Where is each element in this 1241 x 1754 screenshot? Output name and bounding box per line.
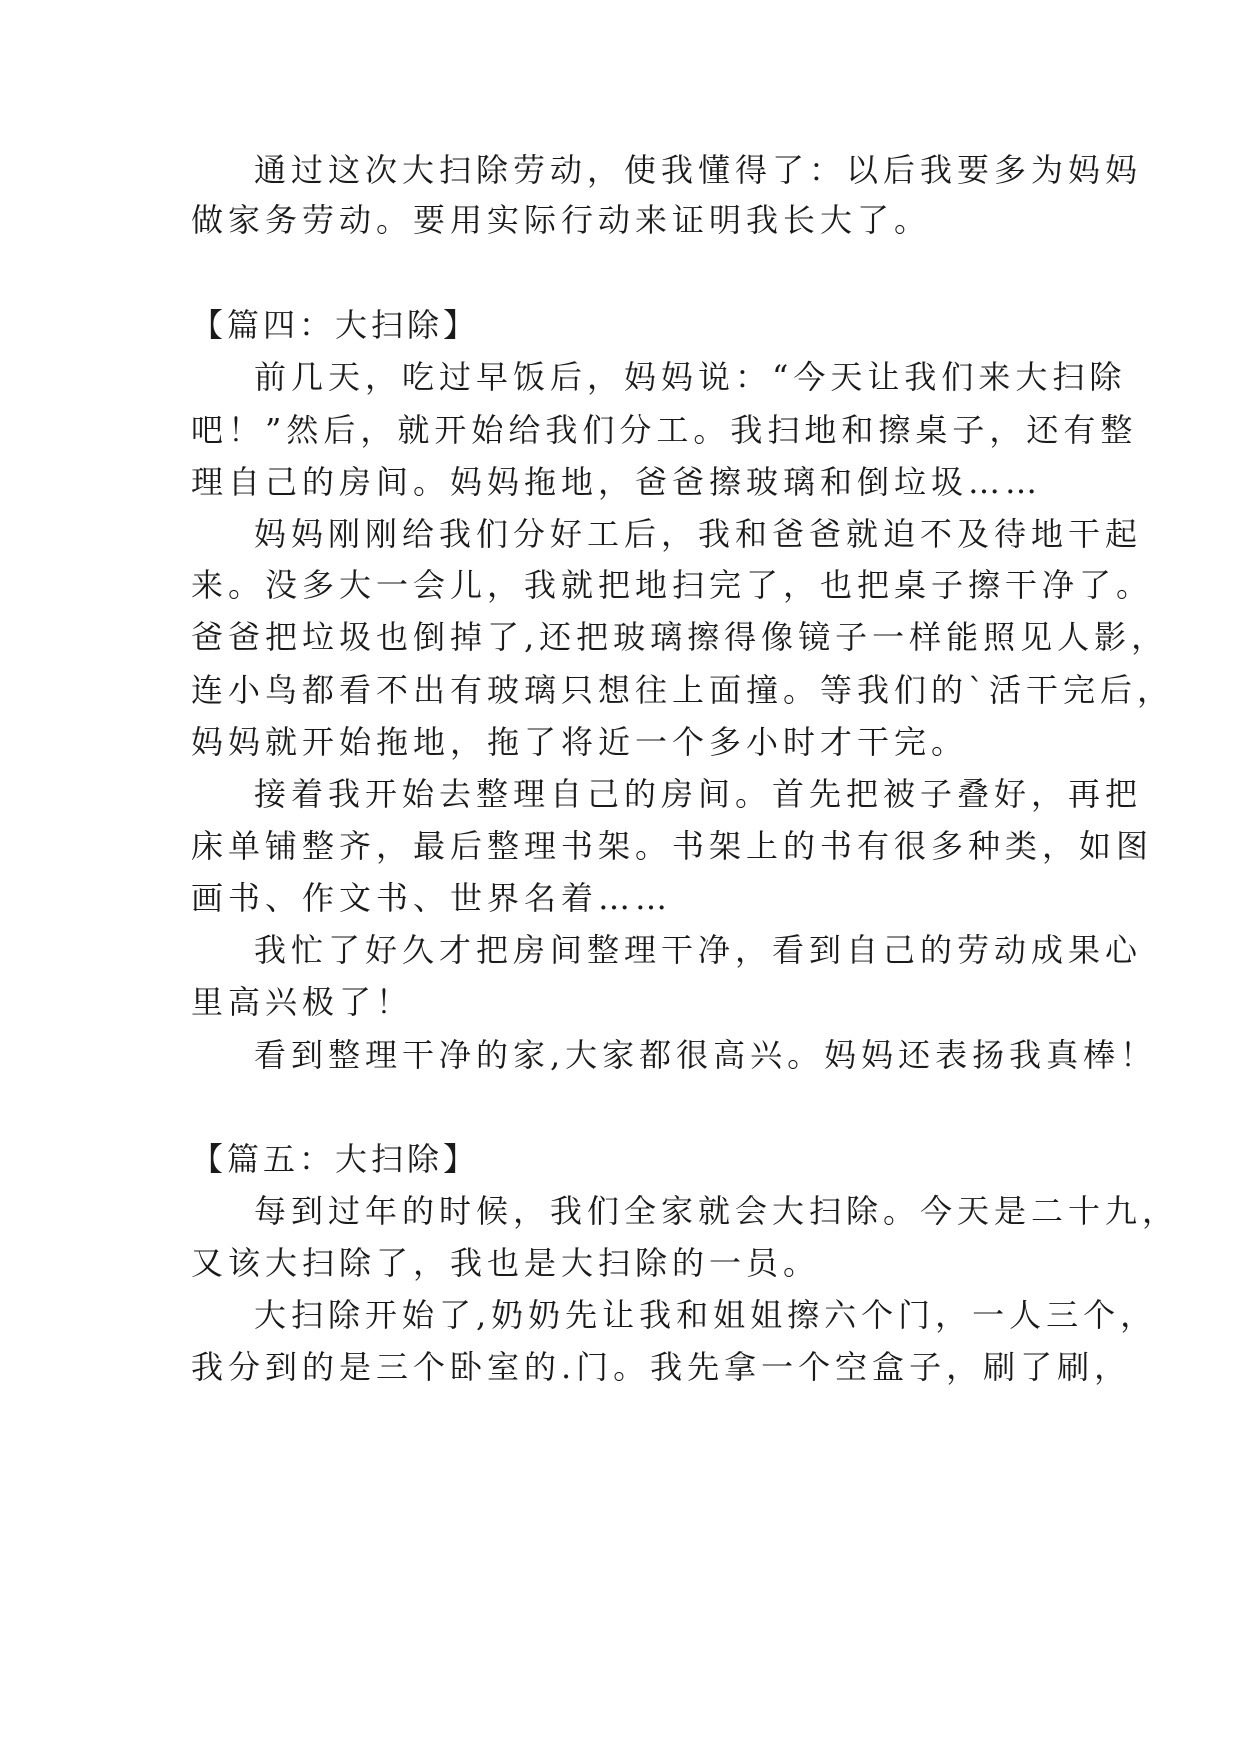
text-line: 理自己的房间。妈妈拖地，爸爸擦玻璃和倒垃圾…… (191, 463, 1043, 501)
text-line: 吧！”然后，就开始给我们分工。我扫地和擦桌子，还有整 (191, 411, 1138, 449)
text-line: 通过这次大扫除劳动，使我懂得了：以后我要多为妈妈 (254, 151, 1143, 189)
text-line: 我忙了好久才把房间整理干净，看到自己的劳动成果心 (254, 931, 1143, 969)
text-line: 每到过年的时候，我们全家就会大扫除。今天是二十九， (254, 1192, 1180, 1230)
text-line: 接着我开始去整理自己的房间。首先把被子叠好，再把 (254, 775, 1143, 813)
text-line: 妈妈刚刚给我们分好工后，我和爸爸就迫不及待地干起 (254, 515, 1143, 553)
text-line: 画书、作文书、世界名着…… (191, 879, 673, 917)
text-line: 前几天，吃过早饭后，妈妈说：“今天让我们来大扫除 (254, 358, 1127, 396)
section-heading: 【篇四：大扫除】 (191, 306, 480, 344)
text-line: 来。没多大一会儿，我就把地扫完了，也把桌子擦干净了。 (191, 566, 1154, 604)
text-line: 又该大扫除了，我也是大扫除的一员。 (191, 1244, 821, 1282)
text-line: 看到整理干净的家,大家都很高兴。妈妈还表扬我真棒！ (254, 1036, 1158, 1074)
text-line: 里高兴极了！ (191, 983, 414, 1021)
text-line: 做家务劳动。要用实际行动来证明我长大了。 (191, 201, 932, 239)
section-heading: 【篇五：大扫除】 (191, 1140, 480, 1178)
text-line: 大扫除开始了,奶奶先让我和姐姐擦六个门，一人三个， (254, 1296, 1158, 1334)
text-line: 我分到的是三个卧室的.门。我先拿一个空盒子，刷了刷， (191, 1348, 1132, 1386)
text-line: 床单铺整齐，最后整理书架。书架上的书有很多种类，如图 (191, 827, 1154, 865)
text-line: 连小鸟都看不出有玻璃只想往上面撞。等我们的`活干完后， (191, 671, 1175, 709)
text-line: 爸爸把垃圾也倒掉了,还把玻璃擦得像镜子一样能照见人影， (191, 618, 1169, 656)
text-line: 妈妈就开始拖地，拖了将近一个多小时才干完。 (191, 723, 969, 761)
